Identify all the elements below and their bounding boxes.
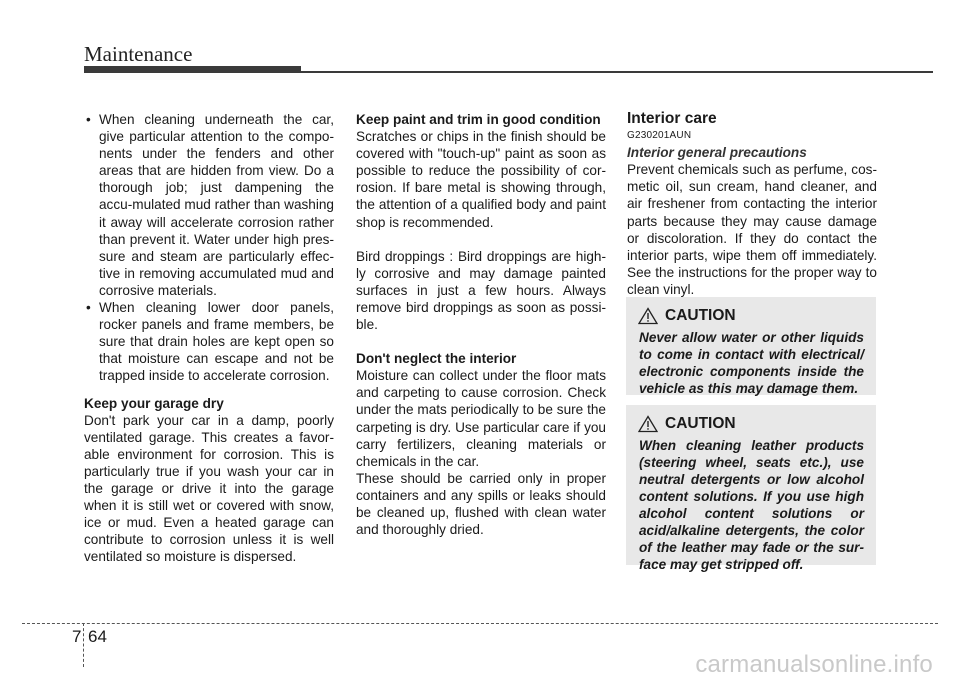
garage-text: Don't park your car in a damp, poorly ventilated garage. This creates a favor-able environment for corrosion. This is particularly true if you wash your car in the garage or drive it into the garage when it is still wet or covered with snow, ice or mud. Even a heated garage can contribute to corrosion unless it is well ventilated so moisture is dispersed.	[84, 412, 334, 565]
caution-box	[626, 297, 876, 395]
page-number: 64	[88, 627, 107, 646]
spacer	[356, 333, 606, 350]
caution-label: CAUTION	[665, 415, 736, 432]
chapter-number: 7	[72, 627, 82, 646]
caution-header	[636, 415, 864, 433]
section-subtitle: Interior general precautions	[627, 145, 807, 161]
bullet-item: • When cleaning underneath the car, give particular attention to the compo-nents under the fenders and other areas that are hidden from view. Do a thorough job; just dampening the accu-mulated mud rather than washing it away will accelerate corrosion rather than prevent it. Water under high pres-sure and steam are particularly effec-tive in removing accumulated mud and corrosive materials.	[84, 111, 334, 299]
left-column	[84, 111, 334, 565]
interior-text: Moisture can collect under the floor mats and carpeting to cause corrosion. Check under the mats periodically to be sure the carpeting is dry. Use particular care if you carry fertilizers, cleaning materials or chemicals in the car.	[356, 368, 606, 469]
header-rule	[301, 71, 933, 73]
paint-text: Scratches or chips in the finish should be covered with "touch-up" paint as soon as possible to reduce the possibility of cor-rosion. If bare metal is showing through, the attention of a qualified body and paint shop is recommended.	[356, 129, 606, 230]
footer-divider	[22, 623, 938, 624]
interior-heading: Don't neglect the interior	[356, 351, 517, 367]
page-title: Maintenance	[84, 42, 193, 66]
spacer	[356, 231, 606, 248]
footer-vertical-divider	[83, 623, 84, 667]
interior-care-text: Prevent chemicals such as perfume, cos-metic oil, sun cream, hand cleaner, and air freshener from contacting the interior parts because they may cause damage or discoloration. If they do contact the interior parts, wipe them off immediately. See the instructions for the proper way to clean vinyl.	[627, 162, 877, 297]
caution-header	[636, 307, 864, 325]
garage-heading: Keep your garage dry	[84, 395, 224, 411]
caution-text: When cleaning leather products (steering wheel, seats etc.), use neutral detergents or low alcohol content solutions. If you use high alcohol content solutions or acid/alkaline detergents, the color of the leather may fade or the sur-face may get stripped off.	[639, 438, 864, 572]
bird-droppings-text: Bird droppings : Bird droppings are high-ly corrosive and may damage painted surfaces in just a few hours. Always remove bird droppings as soon as possi-ble.	[356, 248, 606, 333]
warning-triangle-icon	[638, 415, 658, 433]
caution-label: CAUTION	[665, 307, 736, 324]
bullet-item: • When cleaning lower door panels, rocker panels and frame members, be sure that drain holes are kept open so that moisture can escape and not be trapped inside to accelerate corrosion.	[84, 299, 334, 384]
watermark: carmanualsonline.info	[695, 651, 933, 678]
section-title: Interior care	[627, 110, 717, 127]
spacer	[84, 385, 334, 395]
middle-column	[356, 111, 606, 538]
right-column	[627, 110, 877, 298]
caution-box	[626, 405, 876, 572]
header-bar	[84, 66, 301, 73]
caution-text: Never allow water or other liquids to come in contact with electrical/ electronic components inside the vehicle as this may damage them.	[639, 330, 864, 396]
paint-heading: Keep paint and trim in good condition	[356, 112, 601, 127]
warning-triangle-icon	[638, 307, 658, 325]
containers-text: These should be carried only in proper containers and any spills or leaks should be cleaned up, flushed with clean water and thoroughly dried.	[356, 470, 606, 538]
section-code: G230201AUN	[627, 130, 692, 142]
